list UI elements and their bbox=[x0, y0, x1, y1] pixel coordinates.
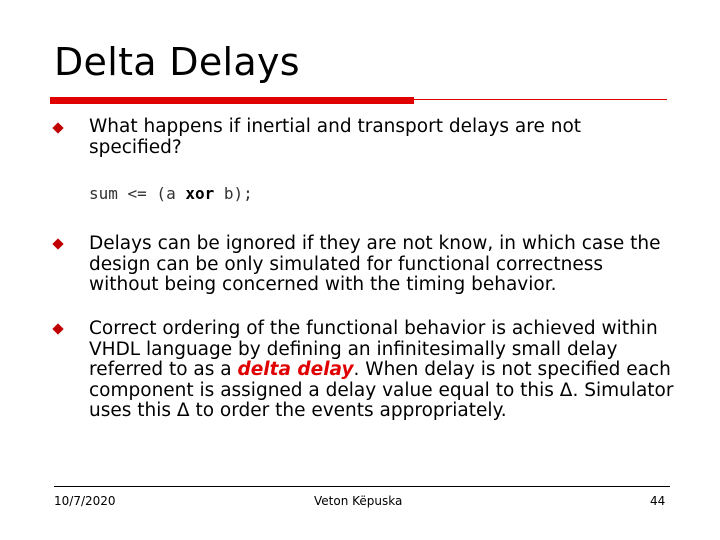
code-text-pre: sum <= (a bbox=[89, 184, 186, 203]
code-keyword: xor bbox=[185, 184, 215, 203]
footer-divider bbox=[54, 486, 670, 487]
code-text-post: b); bbox=[214, 184, 253, 203]
code-line bbox=[89, 184, 253, 203]
footer-page-number: 44 bbox=[650, 494, 666, 508]
bullet-diamond-icon bbox=[52, 122, 63, 133]
title-underline-thick bbox=[50, 97, 414, 104]
title-underline-thin bbox=[414, 99, 667, 100]
bullet-diamond-icon bbox=[52, 323, 63, 334]
footer-date: 10/7/2020 bbox=[54, 494, 116, 508]
bullet-item-2: Delays can be ignored if they are not know, in which case the design can be only simulated for functional correctness without being concerned with the timing behavior. bbox=[89, 233, 661, 295]
bullet-item-1: What happens if inertial and transport delays are not specified? bbox=[89, 116, 582, 158]
footer-author: Veton Këpuska bbox=[314, 494, 403, 508]
bullet-item-3-post: . When delay is not specified each component is assigned a delay value equal to this Δ. Simulator uses this Δ to order the events appropriately. bbox=[89, 359, 674, 421]
slide-title: Delta Delays bbox=[54, 40, 300, 84]
bullet-diamond-icon bbox=[52, 238, 63, 249]
delta-delay-emphasis: delta delay bbox=[237, 359, 354, 380]
bullet-item-3-pre: Correct ordering of the functional behavior is achieved within VHDL language by defining an infinitesimally small delay referred to as a bbox=[89, 318, 658, 380]
bullet-item-3 bbox=[89, 319, 674, 422]
